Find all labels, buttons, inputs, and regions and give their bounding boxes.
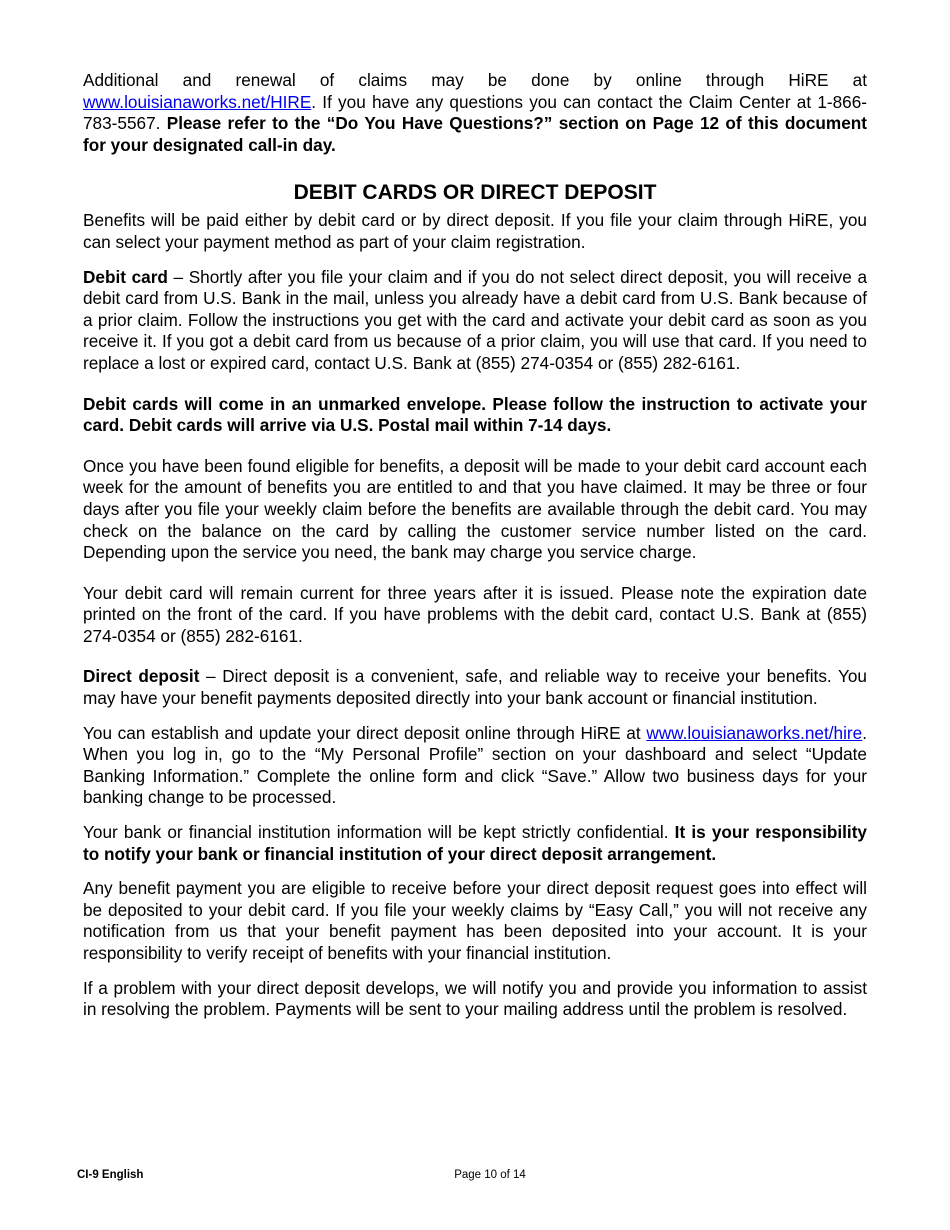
hire-link[interactable]: www.louisianaworks.net/HIRE xyxy=(83,91,312,112)
eligible-paragraph: Once you have been found eligible for benefits, a deposit will be made to your debit card account each week for the amount of benefits you are entitled to and that you have claimed. It may be three or four days after you file your weekly claim before the benefits are available through the debit card. You may check on the balance on the card by calling the customer service number listed on the card. Depending upon the service you need, the bank may charge you service charge. xyxy=(83,455,867,563)
establish-paragraph: You can establish and update your direct deposit online through HiRE at www.louisianaworks.net/hire. When you log in, go to the “My Personal Profile” section on your dashboard and select “Update Banking Information.” Complete the online form and click “Save.” Allow two business days for your banking change to be processed. xyxy=(83,722,867,808)
debit-card-paragraph: Debit card – Shortly after you file your claim and if you do not select direct deposit, you will receive a debit card from U.S. Bank in the mail, unless you already have a debit card from U.S. Bank because of a prior claim. Follow the instructions you get with the card and activate your debit card as soon as you receive it. If you got a debit card from us because of a prior claim, you will use that card. If you need to replace a lost or expired card, contact U.S. Bank at (855) 274-0354 or (855) 282-6161. xyxy=(83,266,867,373)
confidential-paragraph: Your bank or financial institution information will be kept strictly confidential. It is your responsibility to notify your bank or financial institution of your direct deposit arrangement. xyxy=(83,822,867,864)
form-id: CI-9 English xyxy=(77,1169,144,1181)
any-benefit-paragraph: Any benefit payment you are eligible to receive before your direct deposit request goes into effect will be deposited to your debit card. If you file your weekly claims by “Easy Call,” you will not receive any notification from us that your benefit payment has been deposited into your account. It is your responsibility to verify receipt of benefits with your financial institution. xyxy=(83,878,867,963)
page-number: Page 10 of 14 xyxy=(454,1169,526,1181)
page-footer xyxy=(0,1169,950,1185)
hire-link-2[interactable]: www.louisianaworks.net/hire xyxy=(646,722,863,743)
direct-deposit-label: Direct deposit xyxy=(83,666,200,687)
document-page xyxy=(83,70,867,1021)
benefits-paragraph: Benefits will be paid either by debit card or by direct deposit. If you file your claim through HiRE, you can select your payment method as part of your claim registration. xyxy=(83,210,867,252)
card-current-paragraph: Your debit card will remain current for three years after it is issued. Please note the expiration date printed on the front of the card. If you have problems with the debit card, contact U.S. Bank at (855) 274-0354 or (855) 282-6161. xyxy=(83,582,867,646)
envelope-notice: Debit cards will come in an unmarked envelope. Please follow the instruction to activate your card. Debit cards will arrive via U.S. Postal mail within 7-14 days. xyxy=(83,393,867,436)
section-heading: DEBIT CARDS OR DIRECT DEPOSIT xyxy=(293,181,657,205)
direct-deposit-paragraph: Direct deposit – Direct deposit is a convenient, safe, and reliable way to receive your benefits. You may have your benefit payments deposited directly into your bank account or financial institution. xyxy=(83,666,867,709)
debit-card-label: Debit card xyxy=(83,266,168,287)
intro-bold-note: Please refer to the “Do You Have Questions?” section on Page 12 of this document for your designated call-in day. xyxy=(83,113,867,155)
problem-paragraph: If a problem with your direct deposit develops, we will notify you and provide you information to assist in resolving the problem. Payments will be sent to your mailing address until the problem is resolved. xyxy=(83,977,867,1020)
intro-paragraph: Additional and renewal of claims may be done by online through HiRE at www.louisianaworks.net/HIRE. If you have any questions you can contact the Claim Center at 1-866-783-5567. Please refer to the “Do You Have Questions?” section on Page 12 of this document for your designated call-in day. xyxy=(83,70,867,155)
